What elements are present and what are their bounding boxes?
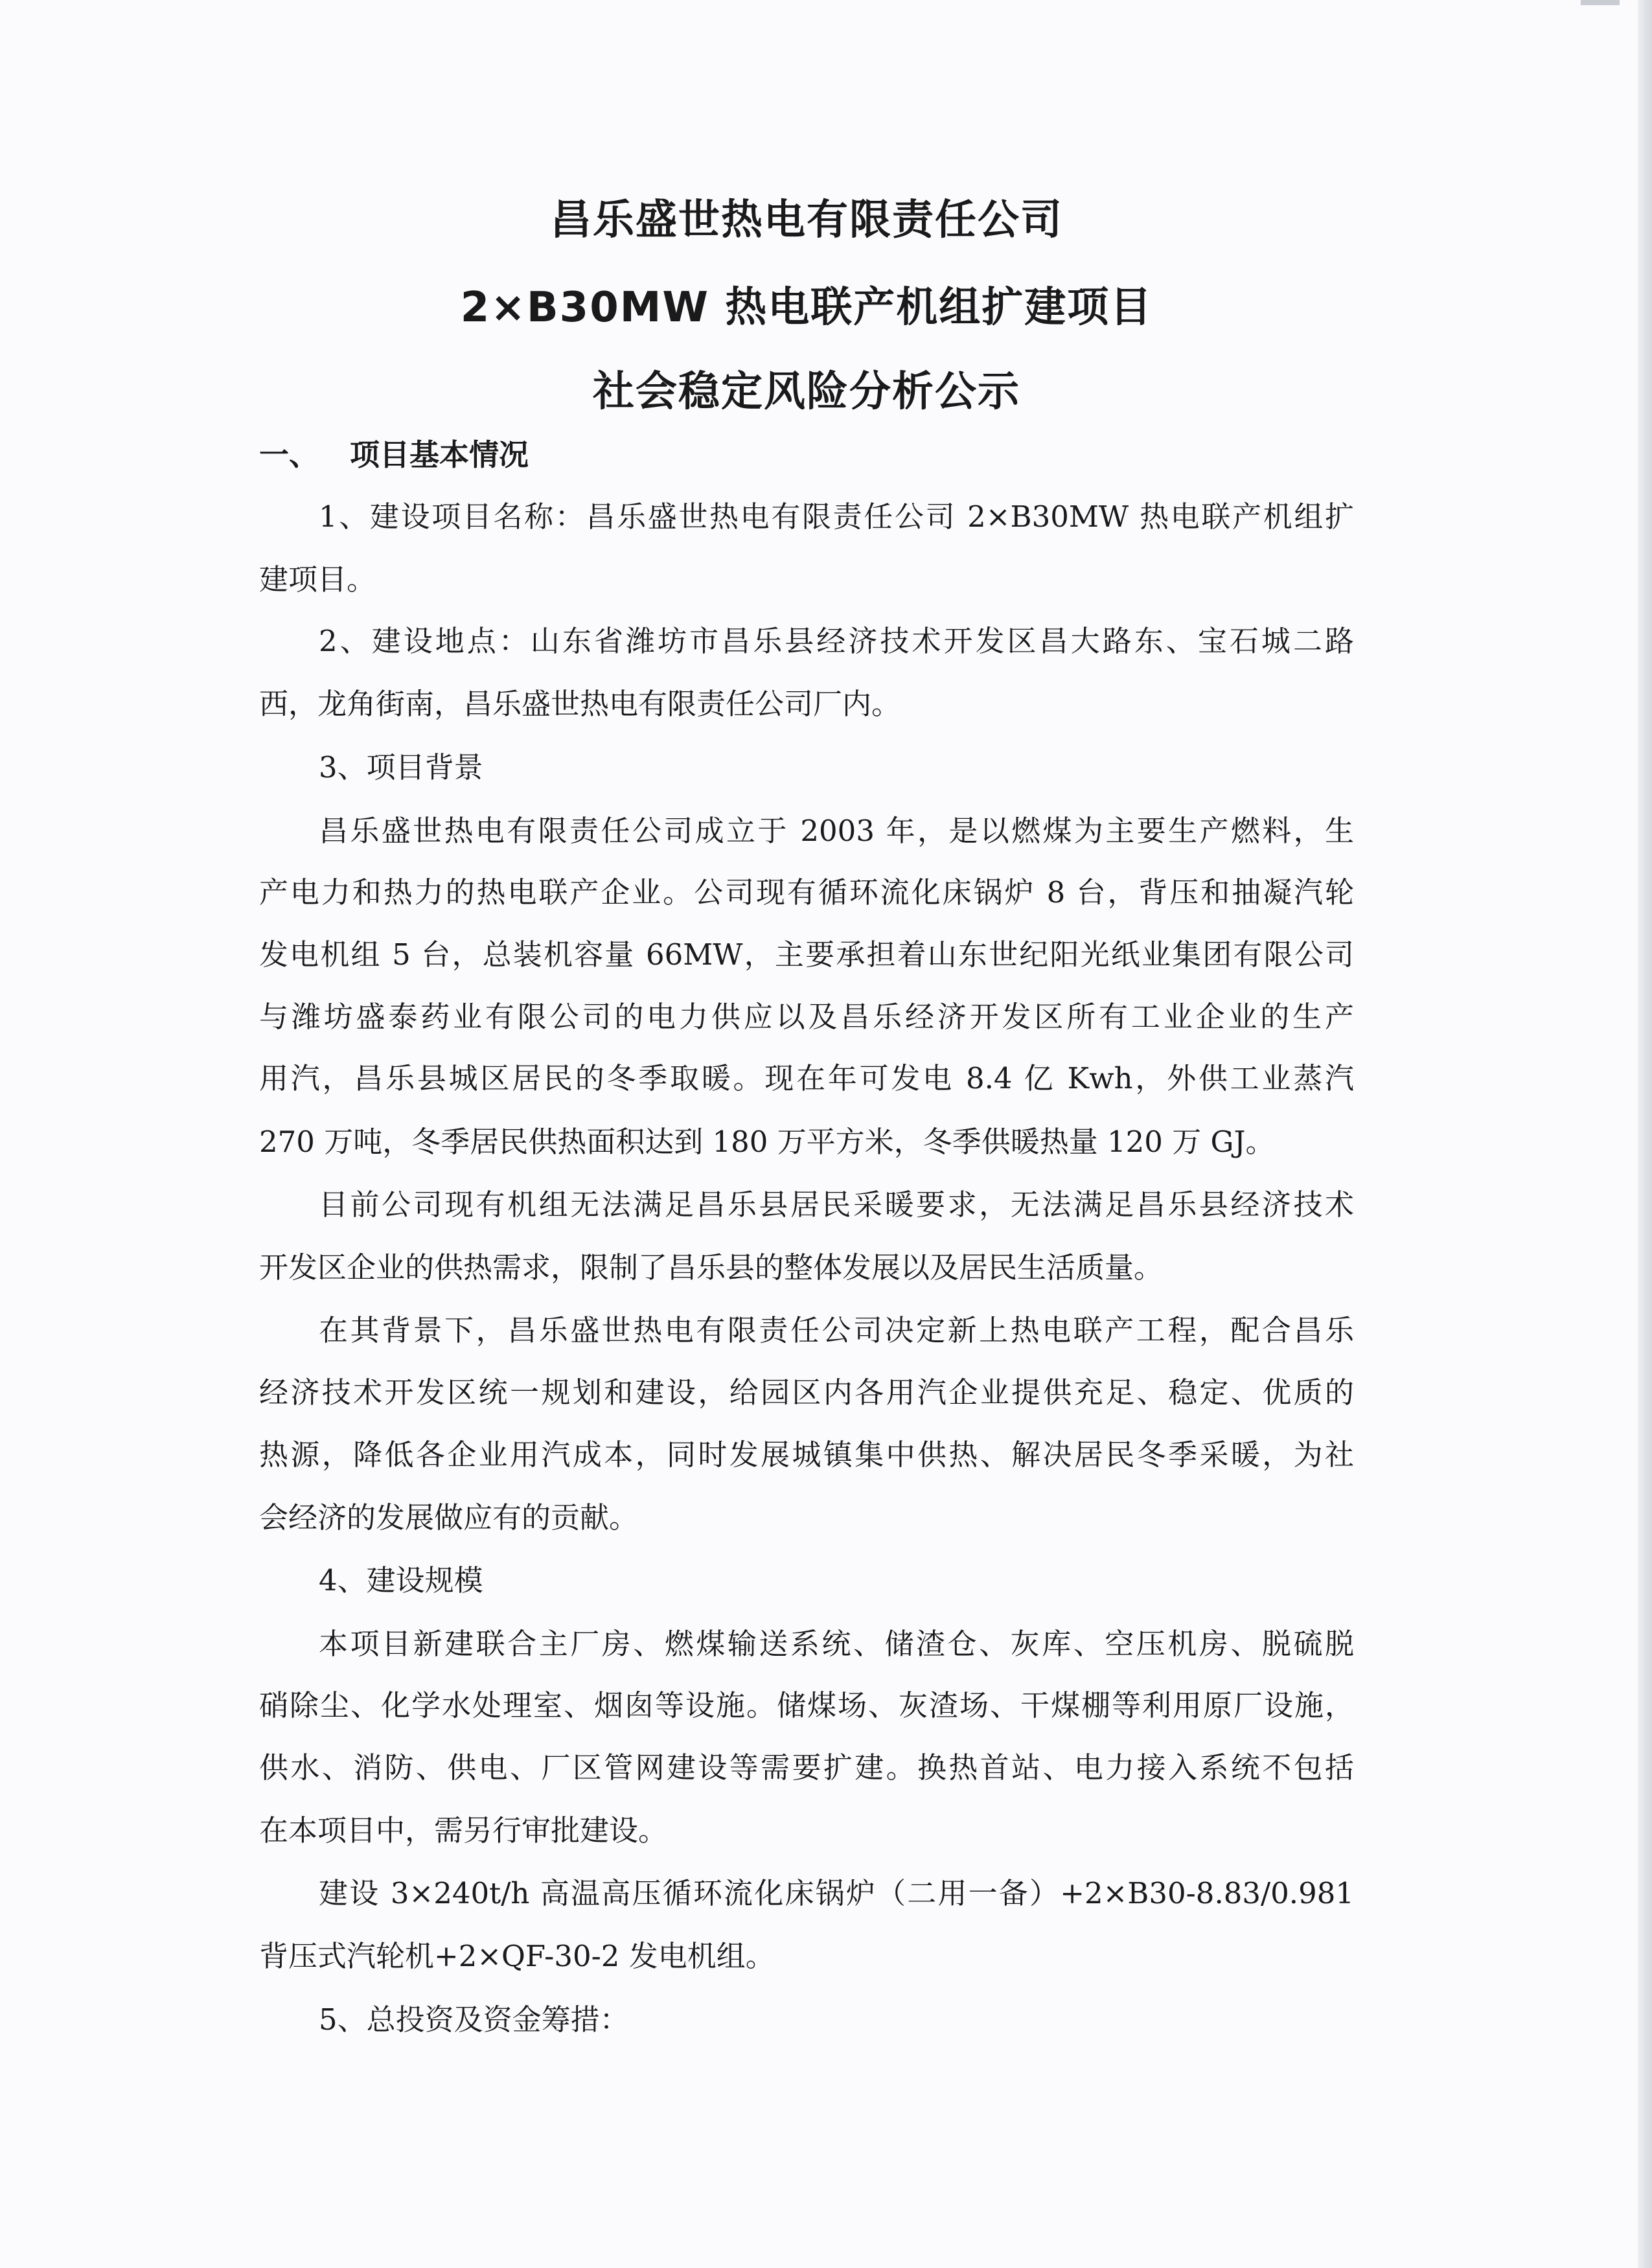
paragraph-line: 经济技术开发区统一规划和建设，给园区内各用汽企业提供充足、稳定、优质的 [259,1375,1354,1410]
paragraph-line: 会经济的发展做应有的贡献。 [259,1500,639,1535]
section-heading [259,429,529,481]
paragraph-line: 昌乐盛世热电有限责任公司成立于 2003 年，是以燃煤为主要生产燃料，生 [319,814,1354,848]
paragraph-line: 供水、消防、供电、厂区管网建设等需要扩建。换热首站、电力接入系统不包括 [259,1750,1354,1785]
paragraph-line: 用汽，昌乐县城区居民的冬季取暖。现在年可发电 8.4 亿 Kwh，外供工业蒸汽 [259,1061,1354,1095]
paragraph-line: 产电力和热力的热电联产企业。公司现有循环流化床锅炉 8 台，背压和抽凝汽轮 [259,875,1354,910]
paragraph-line: 2、建设地点：山东省潍坊市昌乐县经济技术开发区昌大路东、宝石城二路 [319,624,1354,658]
paragraph-line: 3、项目背景 [319,750,483,785]
scan-edge-shadow [1638,0,1652,2268]
paragraph-line: 背压式汽轮机+2×QF-30-2 发电机组。 [259,1939,775,1973]
section-title: 项目基本情况 [350,437,529,472]
paragraph-line: 硝除尘、化学水处理室、烟囱等设施。储煤场、灰渣场、干煤棚等利用原厂设施， [259,1688,1354,1723]
paragraph-line: 与潍坊盛泰药业有限公司的电力供应以及昌乐经济开发区所有工业企业的生产 [259,1000,1354,1034]
paragraph-line: 建项目。 [259,562,376,597]
paragraph-line: 270 万吨，冬季居民供热面积达到 180 万平方米，冬季供暖热量 120 万 GJ。 [259,1125,1275,1159]
paragraph-line: 建设 3×240t/h 高温高压循环流化床锅炉（二用一备）+2×B30-8.83/0.981 [319,1876,1354,1910]
scan-mark [1581,0,1620,5]
document-title-company: 昌乐盛世热电有限责任公司 [550,196,1063,244]
paragraph-line: 在本项目中，需另行审批建设。 [259,1813,668,1848]
paragraph-line: 1、建设项目名称：昌乐盛世热电有限责任公司 2×B30MW 热电联产机组扩 [319,499,1354,534]
paragraph-line: 目前公司现有机组无法满足昌乐县居民采暖要求，无法满足昌乐县经济技术 [319,1187,1354,1222]
paragraph-line: 热源，降低各企业用汽成本，同时发展城镇集中供热、解决居民冬季采暖，为社 [259,1438,1354,1472]
paragraph-line: 4、建设规模 [319,1563,483,1598]
paragraph-line: 开发区企业的供热需求，限制了昌乐县的整体发展以及居民生活质量。 [259,1250,1164,1285]
document-title-notice: 社会稳定风险分析公示 [593,368,1020,416]
document-title-project: 2×B30MW 热电联产机组扩建项目 [460,284,1153,332]
paragraph-line: 在其背景下，昌乐盛世热电有限责任公司决定新上热电联产工程，配合昌乐 [319,1313,1354,1347]
paragraph-line: 5、总投资及资金筹措： [319,2002,629,2037]
paragraph-line: 本项目新建联合主厂房、燃煤输送系统、储渣仓、灰库、空压机房、脱硫脱 [319,1627,1354,1661]
paragraph-line: 西，龙角街南，昌乐盛世热电有限责任公司厂内。 [259,687,901,721]
paragraph-line: 发电机组 5 台，总装机容量 66MW，主要承担着山东世纪阳光纸业集团有限公司 [259,937,1354,972]
section-number: 一、 [259,437,319,472]
